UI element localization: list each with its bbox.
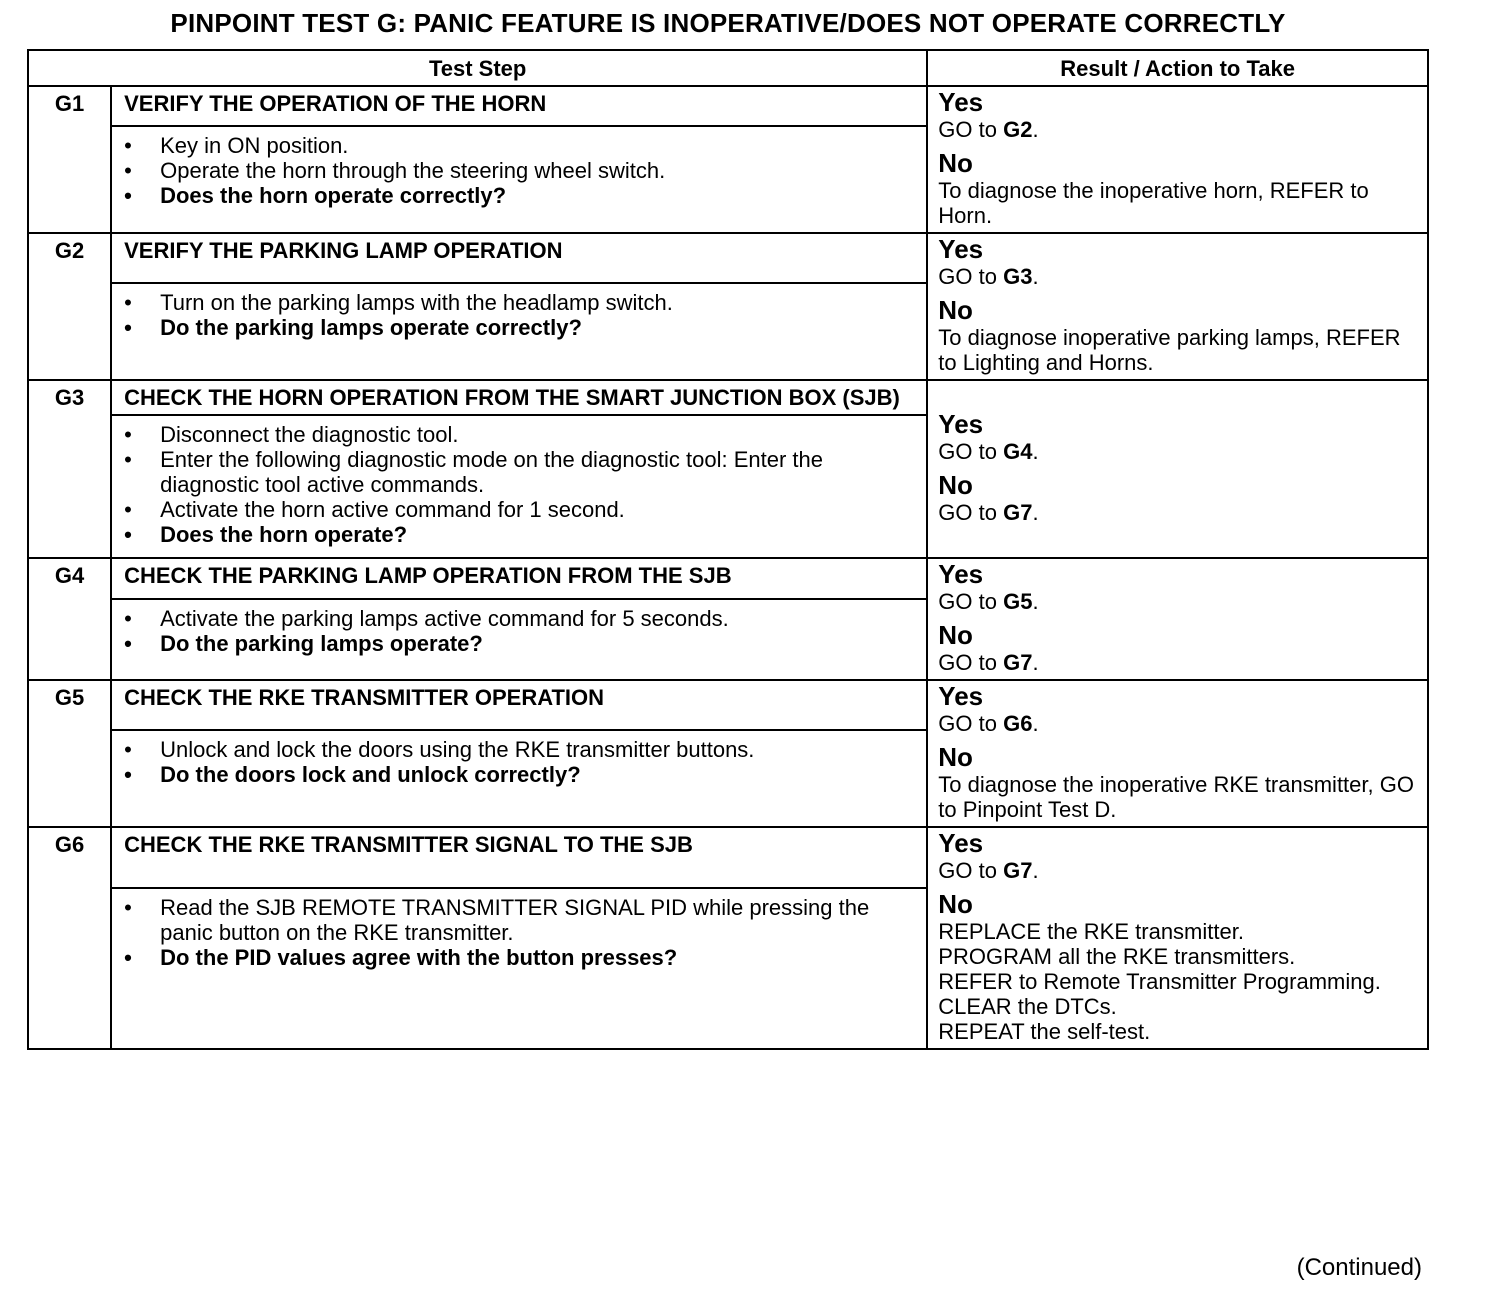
yes-action	[938, 117, 1417, 142]
test-step-header: Test Step	[28, 50, 927, 86]
bullet-list	[124, 422, 916, 547]
continued-label: (Continued)	[1296, 1254, 1422, 1281]
step-result	[927, 380, 1428, 558]
step-result	[927, 827, 1428, 1049]
no-suffix: .	[1032, 500, 1039, 525]
step-result	[927, 558, 1428, 680]
pinpoint-test-table	[27, 49, 1429, 1050]
yes-label: Yes	[938, 409, 984, 439]
yes-block	[938, 409, 1417, 464]
yes-block	[938, 828, 1417, 883]
step-result	[927, 86, 1428, 233]
yes-ref: G6	[1003, 711, 1033, 736]
no-action-line: REPEAT the self-test.	[938, 1019, 1151, 1044]
yes-action	[938, 858, 1417, 883]
yes-label: Yes	[938, 681, 984, 711]
yes-action	[938, 439, 1417, 464]
bullet-item: • Activate the horn active command for 1 second.	[124, 497, 916, 522]
bullet-list	[124, 737, 916, 787]
yes-label: Yes	[938, 828, 984, 858]
no-prefix: GO to	[938, 650, 1004, 675]
yes-ref: G3	[1003, 264, 1033, 289]
yes-action	[938, 589, 1417, 614]
yes-suffix: .	[1032, 117, 1039, 142]
yes-suffix: .	[1032, 711, 1039, 736]
yes-label: Yes	[938, 87, 984, 117]
bullet-item: • Do the doors lock and unlock correctly?	[124, 762, 916, 787]
step-id-spacer	[28, 599, 111, 680]
bullet-item: • Activate the parking lamps active command for 5 seconds.	[124, 606, 916, 631]
step-heading: VERIFY THE PARKING LAMP OPERATION	[111, 233, 927, 283]
step-heading-row	[28, 233, 1428, 283]
step-heading-row	[28, 86, 1428, 126]
bullet-list	[124, 606, 916, 656]
step-id: G5	[28, 680, 111, 730]
no-label: No	[938, 742, 973, 772]
yes-label: Yes	[938, 559, 984, 589]
step-id-spacer	[28, 415, 111, 558]
step-id: G2	[28, 233, 111, 283]
bullet-item: • Do the parking lamps operate correctly?	[124, 315, 916, 340]
step-heading-row	[28, 558, 1428, 599]
step-heading: CHECK THE RKE TRANSMITTER OPERATION	[111, 680, 927, 730]
no-block	[938, 889, 1417, 1044]
step-id: G1	[28, 86, 111, 126]
bullet-list	[124, 133, 916, 208]
yes-label: Yes	[938, 234, 984, 264]
step-instructions	[111, 126, 927, 233]
yes-ref: G7	[1003, 858, 1033, 883]
step-heading: CHECK THE RKE TRANSMITTER SIGNAL TO THE SJB	[111, 827, 927, 888]
no-block	[938, 742, 1417, 822]
step-instructions	[111, 283, 927, 380]
yes-ref: G5	[1003, 589, 1033, 614]
bullet-item: • Do the PID values agree with the button presses?	[124, 945, 916, 970]
no-ref: G7	[1003, 500, 1033, 525]
step-heading: VERIFY THE OPERATION OF THE HORN	[111, 86, 927, 126]
no-action	[938, 650, 1417, 675]
no-action-line: To diagnose inoperative parking lamps, REFER to Lighting and Horns.	[938, 325, 1401, 375]
no-action-line: REFER to Remote Transmitter Programming. CLEAR the DTCs.	[938, 969, 1381, 1019]
yes-ref: G2	[1003, 117, 1033, 142]
no-label: No	[938, 470, 973, 500]
step-result	[927, 680, 1428, 827]
no-prefix: GO to	[938, 500, 1004, 525]
step-id-spacer	[28, 888, 111, 1049]
step-id-spacer	[28, 730, 111, 827]
step-id: G6	[28, 827, 111, 888]
yes-suffix: .	[1032, 264, 1039, 289]
step-heading-row	[28, 380, 1428, 415]
no-action-line: To diagnose the inoperative horn, REFER to Horn.	[938, 178, 1369, 228]
step-result	[927, 233, 1428, 380]
yes-suffix: .	[1032, 439, 1039, 464]
bullet-item: • Does the horn operate correctly?	[124, 183, 916, 208]
step-heading-row	[28, 827, 1428, 888]
yes-prefix: GO to	[938, 589, 1004, 614]
no-suffix: .	[1032, 650, 1039, 675]
no-block	[938, 295, 1417, 375]
step-id: G3	[28, 380, 111, 415]
yes-suffix: .	[1032, 589, 1039, 614]
bullet-item: • Disconnect the diagnostic tool.	[124, 422, 916, 447]
bullet-item: • Enter the following diagnostic mode on the diagnostic tool: Enter the diagnostic tool active commands.	[124, 447, 916, 497]
yes-prefix: GO to	[938, 858, 1004, 883]
no-block	[938, 470, 1417, 525]
yes-action	[938, 711, 1417, 736]
bullet-item: • Operate the horn through the steering wheel switch.	[124, 158, 916, 183]
bullet-item: • Unlock and lock the doors using the RKE transmitter buttons.	[124, 737, 916, 762]
step-heading-row	[28, 680, 1428, 730]
no-label: No	[938, 295, 973, 325]
yes-prefix: GO to	[938, 711, 1004, 736]
no-action-line: REPLACE the RKE transmitter.	[938, 919, 1244, 944]
step-id-spacer	[28, 283, 111, 380]
bullet-item: • Do the parking lamps operate?	[124, 631, 916, 656]
no-action-line: To diagnose the inoperative RKE transmitter, GO to Pinpoint Test D.	[938, 772, 1414, 822]
result-action-header: Result / Action to Take	[927, 50, 1428, 86]
step-instructions	[111, 888, 927, 1049]
no-action-line: PROGRAM all the RKE transmitters.	[938, 944, 1296, 969]
step-id-spacer	[28, 126, 111, 233]
step-heading: CHECK THE PARKING LAMP OPERATION FROM THE SJB	[111, 558, 927, 599]
yes-ref: G4	[1003, 439, 1033, 464]
yes-block	[938, 234, 1417, 289]
no-label: No	[938, 889, 973, 919]
no-label: No	[938, 148, 973, 178]
yes-action	[938, 264, 1417, 289]
no-block	[938, 620, 1417, 675]
no-block	[938, 148, 1417, 228]
yes-block	[938, 87, 1417, 142]
step-id: G4	[28, 558, 111, 599]
yes-suffix: .	[1032, 858, 1039, 883]
yes-block	[938, 559, 1417, 614]
no-ref: G7	[1003, 650, 1033, 675]
yes-prefix: GO to	[938, 264, 1004, 289]
step-instructions	[111, 730, 927, 827]
bullet-item: • Key in ON position.	[124, 133, 916, 158]
yes-prefix: GO to	[938, 439, 1004, 464]
bullet-list	[124, 290, 916, 340]
yes-block	[938, 681, 1417, 736]
step-heading: CHECK THE HORN OPERATION FROM THE SMART JUNCTION BOX (SJB)	[111, 380, 927, 415]
bullet-item: • Read the SJB REMOTE TRANSMITTER SIGNAL PID while pressing the panic button on the RKE transmitter.	[124, 895, 916, 945]
bullet-item: • Turn on the parking lamps with the headlamp switch.	[124, 290, 916, 315]
no-action	[938, 500, 1417, 525]
step-instructions	[111, 415, 927, 558]
no-label: No	[938, 620, 973, 650]
bullet-item: • Does the horn operate?	[124, 522, 916, 547]
table-header-row	[28, 50, 1428, 86]
step-instructions	[111, 599, 927, 680]
yes-prefix: GO to	[938, 117, 1004, 142]
page-title: PINPOINT TEST G: PANIC FEATURE IS INOPERATIVE/DOES NOT OPERATE CORRECTLY	[170, 8, 1286, 38]
bullet-list	[124, 895, 916, 970]
